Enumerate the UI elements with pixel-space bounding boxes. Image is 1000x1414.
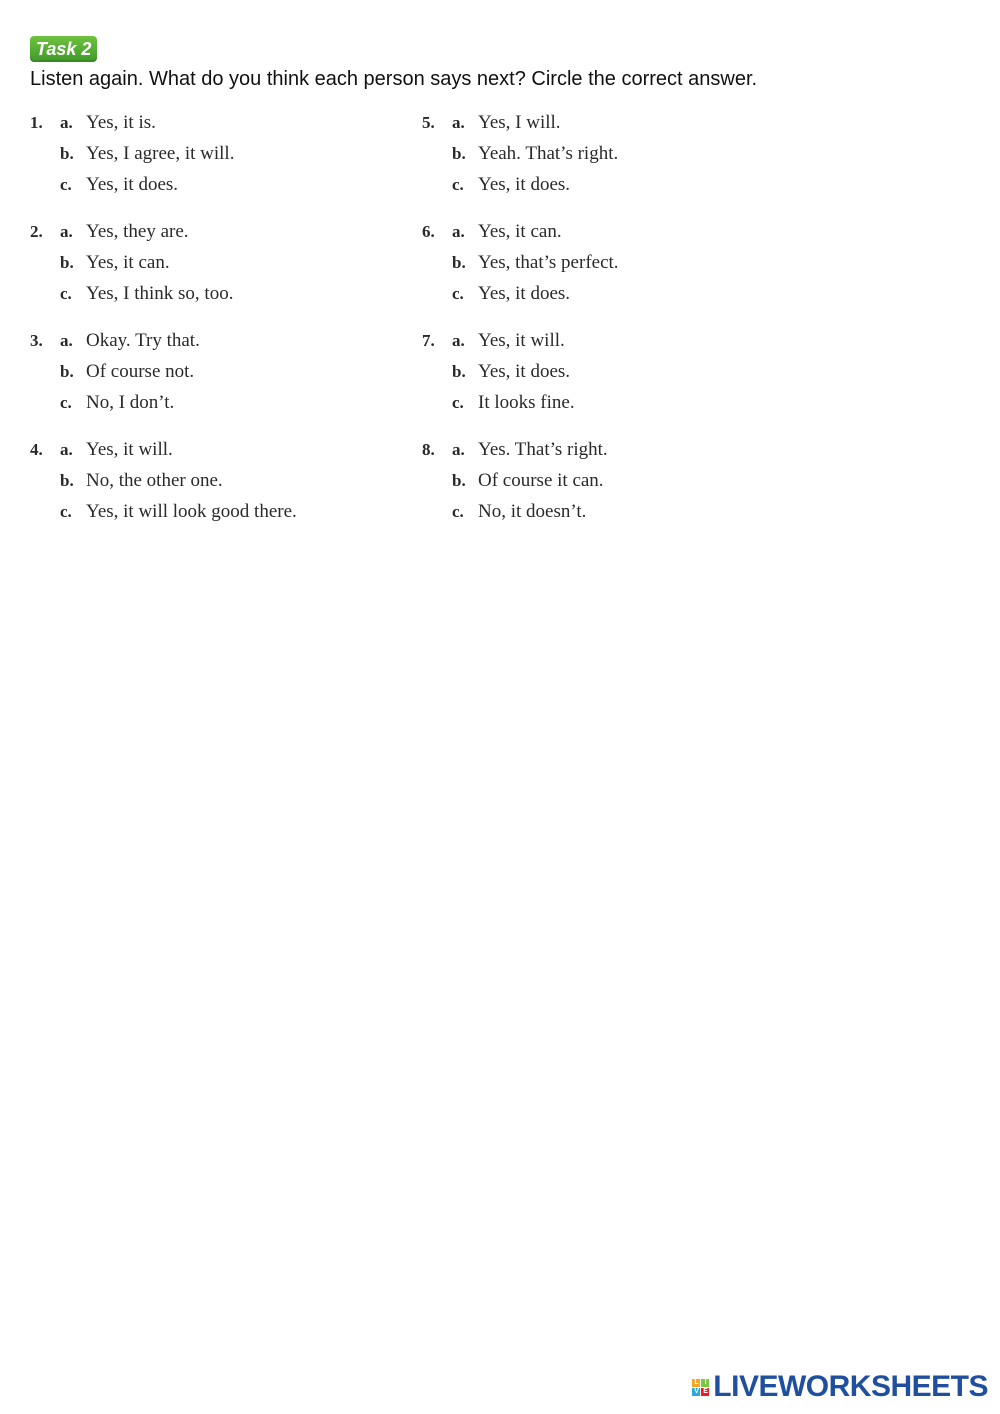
option-letter: c. xyxy=(452,502,464,521)
answer-option[interactable] xyxy=(30,174,410,205)
questions-right-column xyxy=(422,112,802,548)
liveworksheets-logo xyxy=(692,1370,988,1404)
answer-option[interactable] xyxy=(422,361,802,392)
option-letter: c. xyxy=(452,393,464,412)
answer-option[interactable] xyxy=(30,143,410,174)
option-letter: a. xyxy=(452,113,465,132)
option-letter: c. xyxy=(60,175,72,194)
question-5 xyxy=(422,112,802,205)
answer-option[interactable] xyxy=(422,143,802,174)
option-text: Yes, it does. xyxy=(86,174,179,195)
question-3 xyxy=(30,330,410,423)
answer-option[interactable] xyxy=(30,221,410,252)
option-text: Yes, it does. xyxy=(478,283,571,304)
logo-text: LIVEWORKSHEETS xyxy=(713,1370,988,1403)
option-letter: b. xyxy=(60,471,74,490)
option-letter: b. xyxy=(60,253,74,272)
option-text: Of course not. xyxy=(86,361,195,382)
logo-mark-cell: V xyxy=(694,1387,699,1395)
answer-option[interactable] xyxy=(422,470,802,501)
question-number: 8. xyxy=(422,440,435,459)
question-4 xyxy=(30,439,410,532)
option-letter: b. xyxy=(452,144,466,163)
option-letter: b. xyxy=(60,144,74,163)
option-text: Yes, it does. xyxy=(478,361,571,382)
logo-mark-cell: L xyxy=(692,1379,700,1387)
answer-option[interactable] xyxy=(30,470,410,501)
answer-option[interactable] xyxy=(30,252,410,283)
option-text: Yes. That’s right. xyxy=(478,439,608,460)
answer-option[interactable] xyxy=(422,112,802,143)
option-letter: c. xyxy=(452,284,464,303)
question-6 xyxy=(422,221,802,314)
option-text: Yes, I think so, too. xyxy=(86,283,234,304)
option-text: Yes, it is. xyxy=(86,112,156,133)
answer-option[interactable] xyxy=(422,501,802,532)
answer-option[interactable] xyxy=(422,283,802,314)
option-letter: a. xyxy=(60,331,73,350)
option-text: Yes, it will. xyxy=(86,439,173,460)
option-letter: a. xyxy=(452,222,465,241)
answer-option[interactable] xyxy=(422,174,802,205)
option-text: Of course it can. xyxy=(478,470,604,491)
answer-option[interactable] xyxy=(422,252,802,283)
option-letter: a. xyxy=(452,331,465,350)
question-8 xyxy=(422,439,802,532)
question-2 xyxy=(30,221,410,314)
question-number: 2. xyxy=(30,222,43,241)
option-text: No, it doesn’t. xyxy=(478,501,587,522)
option-text: Yes, I agree, it will. xyxy=(86,143,235,164)
answer-option[interactable] xyxy=(422,439,802,470)
logo-mark-cell: E xyxy=(703,1387,708,1395)
option-letter: c. xyxy=(60,284,72,303)
option-letter: b. xyxy=(452,471,466,490)
option-text: Yes, it does. xyxy=(478,174,571,195)
option-letter: c. xyxy=(60,502,72,521)
option-letter: c. xyxy=(60,393,72,412)
option-text: Yeah. That’s right. xyxy=(478,143,619,164)
option-text: Yes, they are. xyxy=(86,221,189,242)
answer-option[interactable] xyxy=(30,392,410,423)
option-text: It looks fine. xyxy=(478,392,575,413)
option-text: Yes, it can. xyxy=(478,221,562,242)
option-text: Yes, it will. xyxy=(478,330,565,351)
answer-option[interactable] xyxy=(422,221,802,252)
questions-left-column xyxy=(30,112,410,548)
option-letter: b. xyxy=(452,253,466,272)
option-letter: a. xyxy=(60,113,73,132)
option-letter: c. xyxy=(452,175,464,194)
option-text: Okay. Try that. xyxy=(86,330,200,351)
option-text: Yes, I will. xyxy=(478,112,561,133)
option-letter: a. xyxy=(60,440,73,459)
answer-option[interactable] xyxy=(30,361,410,392)
task-badge: Task 2 xyxy=(30,36,97,62)
question-number: 1. xyxy=(30,113,43,132)
option-text: No, I don’t. xyxy=(86,392,175,413)
option-text: No, the other one. xyxy=(86,470,223,491)
option-text: Yes, it can. xyxy=(86,252,170,273)
answer-option[interactable] xyxy=(30,330,410,361)
logo-mark-icon xyxy=(692,1379,709,1396)
option-letter: a. xyxy=(452,440,465,459)
question-number: 4. xyxy=(30,440,43,459)
option-letter: a. xyxy=(60,222,73,241)
question-1 xyxy=(30,112,410,205)
answer-option[interactable] xyxy=(30,501,410,532)
answer-option[interactable] xyxy=(422,330,802,361)
question-number: 7. xyxy=(422,331,435,350)
answer-option[interactable] xyxy=(422,392,802,423)
answer-option[interactable] xyxy=(30,283,410,314)
answer-option[interactable] xyxy=(30,439,410,470)
option-letter: b. xyxy=(452,362,466,381)
question-7 xyxy=(422,330,802,423)
answer-option[interactable] xyxy=(30,112,410,143)
logo-mark-cell: I xyxy=(701,1379,709,1387)
instruction-text: Listen again. What do you think each person says next? Circle the correct answer. xyxy=(30,68,758,90)
question-number: 3. xyxy=(30,331,43,350)
option-text: Yes, that’s perfect. xyxy=(478,252,619,273)
option-letter: b. xyxy=(60,362,74,381)
question-number: 6. xyxy=(422,222,435,241)
option-text: Yes, it will look good there. xyxy=(86,501,297,522)
question-number: 5. xyxy=(422,113,435,132)
